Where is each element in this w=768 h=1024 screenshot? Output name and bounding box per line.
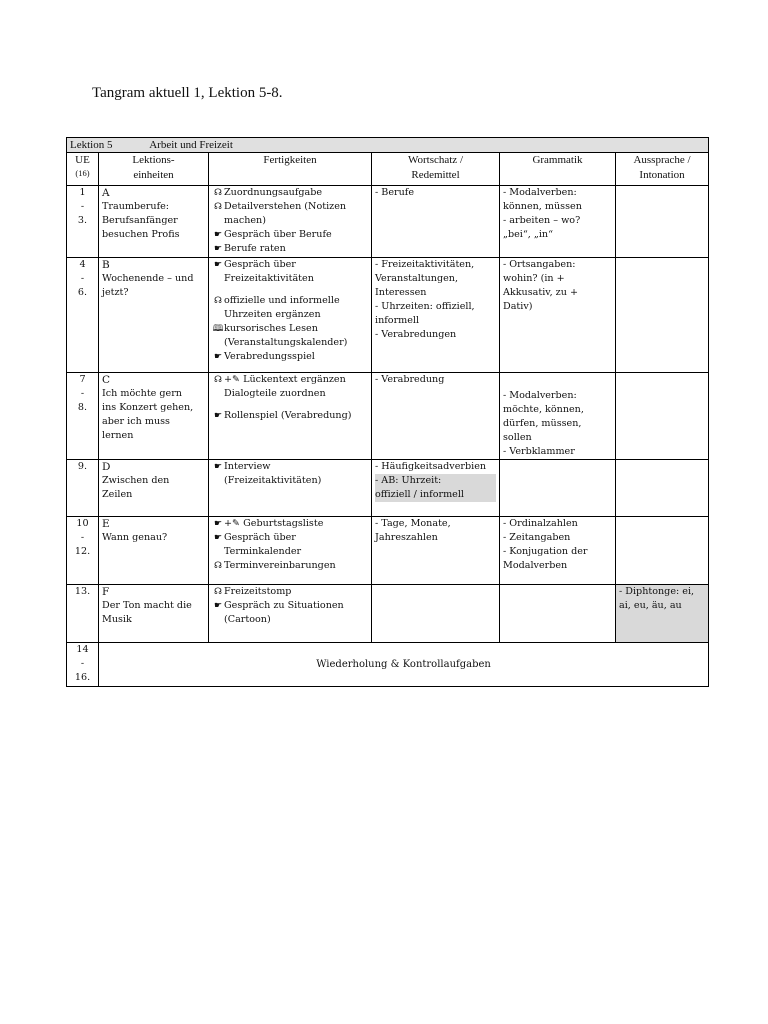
grammatik-cell [500,186,616,258]
ue-cell [67,517,99,585]
skill-item [212,599,368,627]
grammatik-cell [500,585,616,643]
header-aussprache-line2: Intonation [639,169,685,181]
skill-text: Zuordnungsaufgabe [224,187,323,198]
skill-text: +✎ Geburtstagsliste [224,518,324,529]
header-aussprache-line1: Aussprache / [633,154,691,166]
skill-item [212,242,368,256]
skill-item [212,186,368,200]
ue-number: 7 [79,374,86,385]
wortschatz-cell [372,373,500,460]
spacer [212,286,368,294]
unit-title: Zwischen den Zeilen [102,475,170,500]
header-einheiten-line1: Lektions- [132,154,175,166]
header-wortschatz-line1: Wortschatz / [407,154,463,166]
skill-item [212,294,368,322]
review-cell: Wiederholung & Kontrollaufgaben [99,643,709,687]
ue-number: 14 [76,644,89,655]
skill-text: Gespräch über Terminkalender [224,532,302,557]
wortschatz-item: - Berufe [375,187,415,198]
spacer [212,401,368,409]
skill-item [212,559,368,573]
ue-cell [67,585,99,643]
wortschatz-cell [372,585,500,643]
skill-item [212,585,368,599]
skill-item [212,409,368,423]
wortschatz-item: - Freizeitaktivitäten, Veranstaltungen, Interessen [375,259,475,298]
skill-text: +✎ Lückentext ergänzen Dialogteile zuordnen [224,374,346,399]
header-fertigkeiten: Fertigkeiten [209,153,372,186]
einheit-cell [99,258,209,373]
grammatik-cell [500,517,616,585]
skill-text: Gespräch zu Situationen (Cartoon) [224,600,344,625]
grammatik-item: - Modalverben: können, müssen [503,187,582,212]
header-ue [67,153,99,186]
unit-letter: C [102,374,111,386]
unit-title: Traumberufe: Berufsanfänger besuchen Profis [102,201,180,240]
skills-cell [209,258,372,373]
lesson-title: Arbeit und Freizeit [149,139,233,151]
skill-item [212,517,368,531]
einheit-cell [99,517,209,585]
wortschatz-item: - Verabredung [375,374,445,385]
wortschatz-item: - Tage, Monate, Jahreszahlen [375,518,451,543]
aussprache-cell [616,258,709,373]
headphones-icon: ☊ [214,375,222,385]
speaking-icon: ☛ [213,411,223,421]
grammatik-cell [500,258,616,373]
skill-item [212,531,368,559]
skill-item [212,258,368,286]
einheit-cell [99,373,209,460]
skills-cell [209,517,372,585]
skill-text: Gespräch über Freizeitaktivitäten [224,259,314,284]
review-row [67,643,709,687]
ue-number: 9. [77,461,88,472]
skill-text: Berufe raten [224,243,286,254]
unit-letter: B [102,259,110,271]
speaking-icon: ☛ [213,519,223,529]
aussprache-cell [616,585,709,643]
headphones-icon: ☊ [214,188,222,198]
einheit-cell [99,585,209,643]
table-row [67,258,709,373]
headphones-icon: ☊ [214,296,222,306]
speaking-icon: ☛ [213,230,223,240]
ue-cell [67,186,99,258]
wortschatz-item: - Verabredungen [375,329,457,340]
grammatik-item: - Verbklammer [503,446,575,457]
table-row [67,186,709,258]
table-row [67,585,709,643]
speaking-icon: ☛ [213,244,223,254]
grammatik-item: - Ordinalzahlen [503,518,578,529]
skill-item [212,200,368,228]
skill-item [212,460,368,488]
header-ue-label: UE [75,154,90,166]
header-row [67,153,709,186]
einheit-cell [99,186,209,258]
aussprache-cell [616,373,709,460]
skill-item [212,228,368,242]
wortschatz-cell [372,517,500,585]
wortschatz-item: - Uhrzeiten: offiziell, informell [375,301,475,326]
unit-title: Der Ton macht die Musik [102,600,192,625]
headphones-icon: ☊ [214,587,222,597]
header-einheiten-line2: einheiten [133,169,174,181]
grammatik-item: - Konjugation der Modalverben [503,546,588,571]
wortschatz-cell [372,186,500,258]
page-heading: Tangram aktuell 1, Lektion 5-8. [92,85,283,101]
review-ue-cell [67,643,99,687]
ue-cell [67,258,99,373]
ue-cell [67,460,99,517]
skills-cell [209,460,372,517]
table-row [67,517,709,585]
header-aussprache [616,153,709,186]
ue-number: - [80,273,85,284]
skill-text: Interview (Freizeitaktivitäten) [224,461,322,486]
header-wortschatz-line2: Redemittel [411,169,460,181]
aussprache-cell [616,517,709,585]
speaking-icon: ☛ [213,601,223,611]
ue-cell [67,373,99,460]
grammatik-cell [500,373,616,460]
skill-text: Terminvereinbarungen [224,560,336,571]
unit-title: Ich möchte gern ins Konzert gehen, aber ich muss lernen [102,388,194,441]
book-icon: 🕮 [212,324,224,334]
wortschatz-item: - Häufigkeitsadverbien [375,461,487,472]
grammatik-cell [500,460,616,517]
skills-cell [209,585,372,643]
header-wortschatz [372,153,500,186]
lesson-plan-table [66,137,709,687]
grammatik-item: - arbeiten – wo? „bei“, „in“ [503,215,581,240]
headphones-icon: ☊ [214,561,222,571]
ue-number: - [80,201,85,212]
header-einheiten [99,153,209,186]
ue-number: 10 [76,518,89,529]
ue-number: 16. [74,672,91,683]
unit-letter: E [102,518,110,530]
einheit-cell [99,460,209,517]
table-row [67,460,709,517]
wortschatz-cell [372,460,500,517]
speaking-icon: ☛ [213,533,223,543]
unit-letter: D [102,461,111,473]
skills-cell [209,186,372,258]
skill-text: Detailverstehen (Notizen machen) [224,201,347,226]
aussprache-cell [616,460,709,517]
ue-number: - [80,532,85,543]
speaking-icon: ☛ [213,260,223,270]
ue-number: 8. [77,402,88,413]
ue-number: 3. [77,215,88,226]
ue-number: 12. [74,546,91,557]
ue-number: 13. [74,586,91,597]
ue-number: 6. [77,287,88,298]
unit-title: Wochenende – und jetzt? [102,273,194,298]
headphones-icon: ☊ [214,202,222,212]
skills-cell [209,373,372,460]
skill-text: Freizeitstomp [224,586,292,597]
skill-item [212,350,368,364]
speaking-icon: ☛ [213,352,223,362]
header-ue-count: (16) [75,168,90,178]
skill-text: offizielle und informelle Uhrzeiten ergänzen [224,295,340,320]
unit-letter: F [102,586,110,598]
wortschatz-item-shaded: - AB: Uhrzeit: offiziell / informell [375,474,496,502]
ue-number: 1 [79,187,86,198]
unit-title: Wann genau? [102,532,168,543]
wortschatz-cell [372,258,500,373]
skill-text: Gespräch über Berufe [224,229,332,240]
lesson-number: Lektion 5 [70,139,113,151]
unit-letter: A [102,187,110,199]
table-row [67,373,709,460]
ue-number: 4 [79,259,86,270]
ue-number: - [80,658,85,669]
skill-text: Rollenspiel (Verabredung) [224,410,352,421]
grammatik-item: - Ortsangaben: wohin? (in + Akkusativ, zu + Dativ) [503,259,579,312]
spacer [503,373,612,389]
speaking-icon: ☛ [213,462,223,472]
aussprache-item: - Diphtonge: ei, ai, eu, äu, au [619,586,695,611]
grammatik-item: - Modalverben: möchte, können, dürfen, müssen, sollen [503,390,584,443]
lesson-title-row [67,138,709,153]
skill-text: kursorisches Lesen (Veranstaltungskalender) [224,323,348,348]
grammatik-item: - Zeitangaben [503,532,571,543]
skill-text: Verabredungsspiel [224,351,315,362]
skill-item [212,322,368,350]
skill-item [212,373,368,401]
header-grammatik: Grammatik [500,153,616,186]
aussprache-cell [616,186,709,258]
ue-number: - [80,388,85,399]
